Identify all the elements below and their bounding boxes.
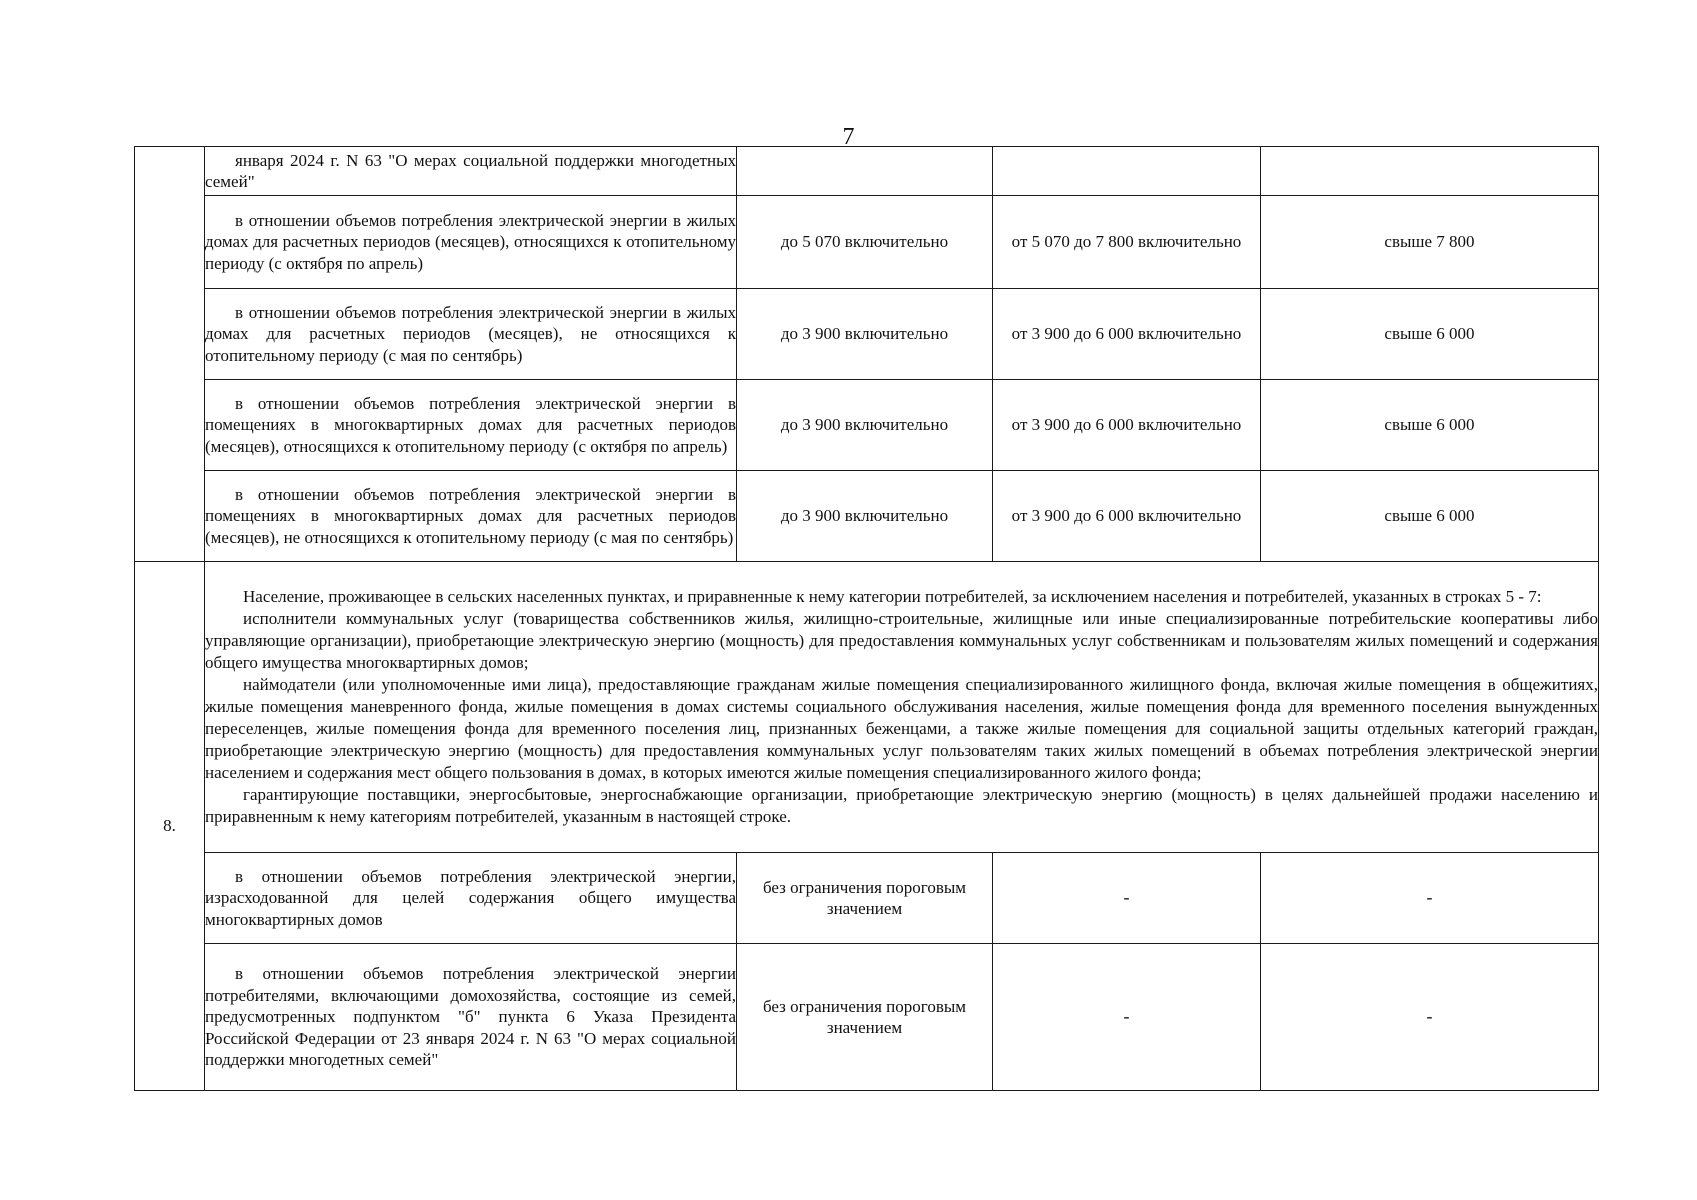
threshold-upper: свыше 7 800 [1261, 196, 1599, 289]
threshold-lower [737, 147, 993, 196]
category-paragraph: исполнители коммунальных услуг (товарищества собственников жилья, жилищно-строительные, жилищные или иные специализированные потребительские кооперативы либо управляющие организации), приобретающие электрическую энергию (мощность) для предоставления коммунальных услуг собственникам и пользователям жилых помещений и содержания общего имущества многоквартирных домов; [205, 609, 1598, 672]
threshold-middle: от 3 900 до 6 000 включительно [993, 380, 1261, 471]
row-description: в отношении объемов потребления электрической энергии в жилых домах для расчетных периодов (месяцев), не относящихся к отопительному периоду (с мая по сентябрь) [205, 289, 737, 380]
threshold-lower: до 3 900 включительно [737, 289, 993, 380]
tariff-threshold-table [134, 146, 1599, 1091]
threshold-lower: без ограничения пороговым значением [737, 853, 993, 944]
threshold-upper: свыше 6 000 [1261, 380, 1599, 471]
table-row [135, 380, 1599, 471]
row-number: 8. [135, 562, 205, 1091]
row-description: в отношении объемов потребления электрической энергии в помещениях в многоквартирных домах для расчетных периодов (месяцев), не относящихся к отопительному периоду (с мая по сентябрь) [205, 471, 737, 562]
threshold-upper: свыше 6 000 [1261, 289, 1599, 380]
row-description: в отношении объемов потребления электрической энергии потребителями, включающими домохозяйства, состоящие из семей, предусмотренных подпунктом "б" пункта 6 Указа Президента Российской Федерации от 23 января 2024 г. N 63 "О мерах социальной поддержки многодетных семей" [205, 944, 737, 1091]
threshold-upper: - [1261, 853, 1599, 944]
category-paragraph: гарантирующие поставщики, энергосбытовые, энергоснабжающие организации, приобретающие электрическую энергию (мощность) в целях дальнейшей продажи населению и приравненным к нему категориям потребителей, указанным в настоящей строке. [205, 785, 1598, 826]
row-description: в отношении объемов потребления электрической энергии в жилых домах для расчетных периодов (месяцев), относящихся к отопительному периоду (с октября по апрель) [205, 196, 737, 289]
threshold-upper: - [1261, 944, 1599, 1091]
row-description: в отношении объемов потребления электрической энергии, израсходованной для целей содержания общего имущества многоквартирных домов [205, 853, 737, 944]
row-8-category-description [205, 562, 1599, 853]
table-row [135, 147, 1599, 196]
threshold-lower: до 3 900 включительно [737, 471, 993, 562]
threshold-middle: от 3 900 до 6 000 включительно [993, 471, 1261, 562]
table-row [135, 196, 1599, 289]
threshold-lower: до 5 070 включительно [737, 196, 993, 289]
table-row [135, 944, 1599, 1091]
category-paragraph: Население, проживающее в сельских населенных пунктах, и приравненные к нему категории потребителей, за исключением населения и потребителей, указанных в строках 5 - 7: [243, 587, 1542, 606]
threshold-middle: - [993, 853, 1261, 944]
row-description: в отношении объемов потребления электрической энергии в помещениях в многоквартирных домах для расчетных периодов (месяцев), относящихся к отопительному периоду (с октября по апрель) [205, 380, 737, 471]
threshold-upper: свыше 6 000 [1261, 471, 1599, 562]
category-paragraph: наймодатели (или уполномоченные ими лица), предоставляющие гражданам жилые помещения специализированного жилищного фонда, включая жилые помещения в общежитиях, жилые помещения маневренного фонда, жилые помещения в домах системы социального обслуживания населения, жилые помещения фонда для временного поселения вынужденных переселенцев, жилые помещения фонда для временного поселения лиц, признанных беженцами, а также жилые помещения для социальной защиты отдельных категорий граждан, приобретающие электрическую энергию (мощность) для предоставления коммунальных услуг пользователям таких жилых помещений в объемах потребления электрической энергии населением и содержания мест общего пользования в домах, в которых имеются жилые помещения специализированного жилого фонда; [205, 675, 1598, 782]
threshold-lower: без ограничения пороговым значением [737, 944, 993, 1091]
threshold-middle: от 5 070 до 7 800 включительно [993, 196, 1261, 289]
table-row [135, 289, 1599, 380]
table-row [135, 562, 1599, 853]
threshold-middle: - [993, 944, 1261, 1091]
row-number-cell [135, 147, 205, 562]
row-description: января 2024 г. N 63 "О мерах социальной поддержки многодетных семей" [205, 147, 737, 196]
threshold-middle [993, 147, 1261, 196]
threshold-lower: до 3 900 включительно [737, 380, 993, 471]
table-row [135, 471, 1599, 562]
threshold-middle: от 3 900 до 6 000 включительно [993, 289, 1261, 380]
threshold-upper [1261, 147, 1599, 196]
table-row [135, 853, 1599, 944]
page-number: 7 [842, 124, 855, 150]
